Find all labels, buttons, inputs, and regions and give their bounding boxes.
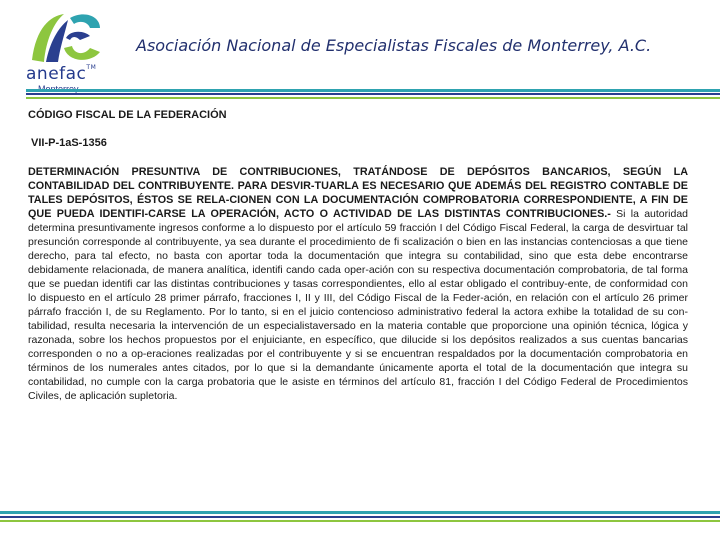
header-divider-teal [26,89,720,92]
header-divider-green [26,97,720,99]
logo-trademark: TM [86,64,97,71]
anefac-logo [18,6,108,92]
thesis-id: VII-P-1aS-1356 [31,137,107,149]
page-header-title: Asociación Nacional de Especialistas Fiscales de Monterrey, A.C. [136,36,652,55]
thesis-paragraph [28,165,688,403]
footer-divider-green [0,520,720,522]
code-title: CÓDIGO FISCAL DE LA FEDERACIÓN [28,109,227,121]
thesis-body: Si la autoridad determina presuntivamente ingresos conforme a lo dispuesto por el artículo 59 fracción I del Código Fiscal Federal, la carga de desvirtuar tal presunción corresponde al contribuyente, ya sea durante el procedimiento de fi scalización o bien en las instancias contenciosas a que tiene derecho, para tal efecto, no basta con aportar toda la documentación que integra su contabilidad, sino que esta debe encontrarse debidamente relacionada, de manera analítica, identifi cando cada oper-ación con su respectiva documentación comprobatoria, de tal forma que se puedan identifi car las distintas contribuciones y tasas correspondientes, ello al estar obligado el contribuy-ente, de conformidad con lo dispuesto en el artículo 28 primer párrafo, fracciones I, II y III, del Código Fiscal de la Feder-ación, en relación con el artículo 26 primer párrafo fracción I, de su Reglamento. Por lo tanto, si en el juicio contencioso administrativo federal la actora exhibe la totalidad de su con-tabilidad, resulta necesaria la intervención de un especialistaversado en la materia contable que proporcione una opinión técnica, lógica y razonada, sobre los hechos propuestos por el enjuiciante, en específico, que dilucide si los depósitos realizados a sus cuentas bancarias corresponden o no a op-eraciones realizadas por el contribuyente y si se encuentran respaldados por la documentación comprobatoria en términos de los numerales antes citados, por lo que si la demandante únicamente aporta el total de la documentación que integra su contabilidad, no cumple con la carga probatoria que le asiste en términos del artículo 81, fracción I del Código Federal de Procedimientos Civiles, de aplicación supletoria. [28,208,688,402]
document-content [28,108,688,403]
footer-divider-blue [0,516,720,518]
logo-wordmark: anefac™ [26,64,97,84]
header-divider-blue [26,93,720,95]
footer-divider-teal [0,511,720,514]
anefac-logo-mark-icon [24,8,104,68]
thesis-heading: DETERMINACIÓN PRESUNTIVA DE CONTRIBUCIONES, TRATÁNDOSE DE DEPÓSITOS BANCARIOS, SEGÚN LA CONTABILIDAD DEL CONTRIBUYENTE. PARA DESVIR-TUARLA ES NECESARIO QUE ADEMÁS DEL REGISTRO CONTABLE DE TALES DEPÓSITOS, ÉSTOS SE RELA-CIONEN CON LA DOCUMENTACIÓN COMPROBATORIA CORRESPONDIENTE, A FIN DE QUE PUEDA IDENTIFI-CARSE LA OPERACIÓN, ACTO O ACTIVIDAD DE LAS DISTINTAS CONTRIBUCIONES.- [28,166,688,220]
